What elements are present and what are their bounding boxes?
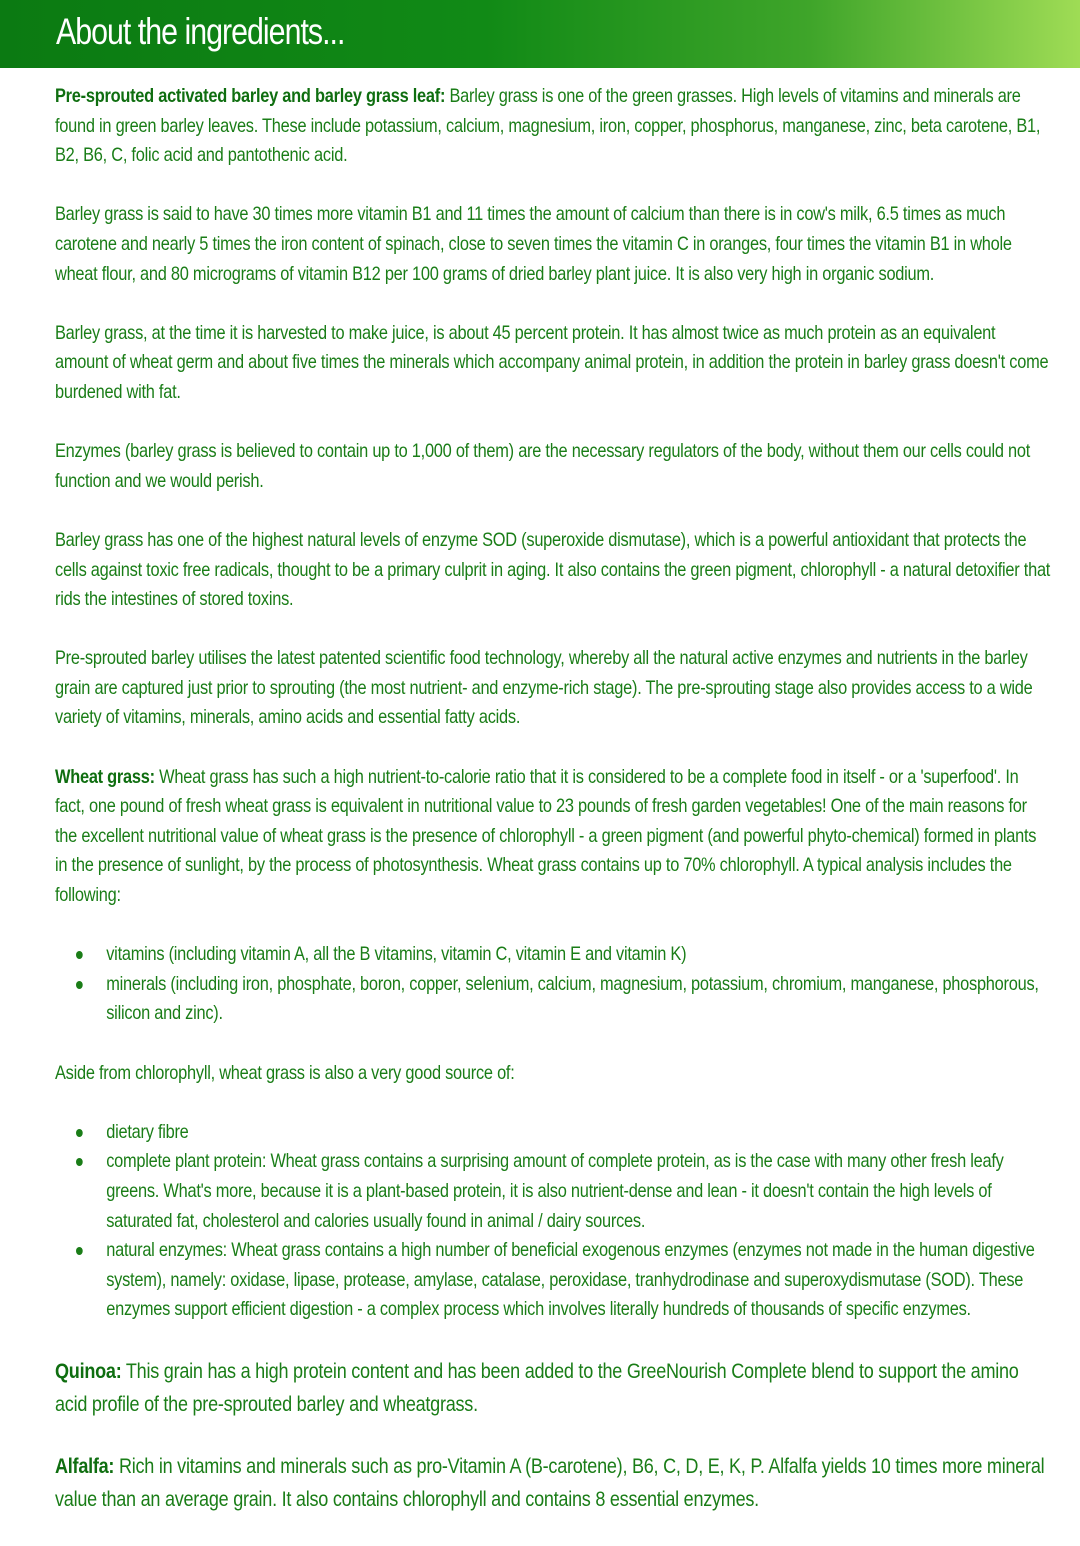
list-item [106,1236,1050,1325]
list-item [106,1118,1050,1148]
list-item-text: dietary fibre [106,1120,189,1143]
barley-paragraph-2: Barley grass is said to have 30 times more vitamin B1 and 11 times the amount of calcium than there is in cow's milk, 6.5 times as much carotene and nearly 5 times the iron content of spinach, close to seven times the vitamin C in oranges, four times the vitamin B1 in whole wheat flour, and 80 micrograms of vitamin B12 per 100 grams of dried barley plant juice. It is also very high in organic sodium. [55,203,1012,285]
list-item [106,1147,1050,1236]
barley-heading: Pre-sprouted activated barley and barley grass leaf: [55,85,446,107]
wheat-analysis-list [55,940,1050,1029]
barley-paragraph-4: Enzymes (barley grass is believed to contain up to 1,000 of them) are the necessary regulators of the body, without them our cells could not function and we would perish. [55,440,1031,492]
page-title: About the ingredients... [56,11,345,52]
ingredients-content [55,82,1050,1546]
wheat-text-1: Wheat grass has such a high nutrient-to-calorie ratio that it is considered to be a complete food in itself - or a 'superfood'. In fact, one pound of fresh wheat grass is equivalent in nutritional value to 23 pounds of fresh garden vegetables! One of the main reasons for the excellent nutritional value of wheat grass is the presence of chlorophyll - a green pigment (and powerful phyto-chemical) formed in plants in the presence of sunlight, by the process of photosynthesis. Wheat grass contains up to 70% chlorophyll. A typical analysis includes the following: [55,765,1037,907]
list-item [106,970,1050,1029]
list-item-text: complete plant protein: Wheat grass contains a surprising amount of complete protein, as is the case with many other fresh leafy greens. What's more, because it is a plant-based protein, it is also nutrient-dense and lean - it doesn't contain the high levels of saturated fat, cholesterol and calories usually found in animal / dairy sources. [106,1150,1004,1232]
bullet-icon [76,1129,83,1137]
bullet-icon [76,951,83,959]
alfalfa-text: Rich in vitamins and minerals such as pro-Vitamin A (B-carotene), B6, C, D, E, K, P. Alfalfa yields 10 times more mineral value than an average grain. It also contains chlorophyll and contains 8 essential enzymes. [55,1454,1045,1512]
wheat-paragraph-2: Aside from chlorophyll, wheat grass is also a very good source of: [55,1061,515,1084]
wheat-paragraph-1 [55,763,1050,911]
alfalfa-paragraph [55,1450,1050,1516]
quinoa-text: This grain has a high protein content and has been added to the GreeNourish Complete blend to support the amino acid profile of the pre-sprouted barley and wheatgrass. [55,1358,1019,1416]
barley-paragraph-1 [55,82,1050,171]
list-item-text: minerals (including iron, phosphate, boron, copper, selenium, calcium, magnesium, potassium, chromium, manganese, phosphorous, silicon and zinc). [106,972,1039,1025]
list-item [106,940,1050,970]
barley-paragraph-5: Barley grass has one of the highest natural levels of enzyme SOD (superoxide dismutase), which is a powerful antioxidant that protects the cells against toxic free radicals, thought to be a primary culprit in aging. It also contains the green pigment, chlorophyll - a natural detoxifier that rids the intestines of stored toxins. [55,528,1051,611]
wheat-heading: Wheat grass: [55,765,155,788]
bullet-icon [76,981,83,989]
wheat-source-list [55,1118,1050,1325]
bullet-icon [76,1158,83,1166]
barley-paragraph-6: Pre-sprouted barley utilises the latest patented scientific food technology, whereby all the natural active enzymes and nutrients in the barley grain are captured just prior to sprouting (the most nutrient- and enzyme-rich stage). The pre-sprouting stage also provides access to a wide variety of vitamins, minerals, amino acids and essential fatty acids. [55,647,1033,729]
header-banner [0,0,1080,68]
list-item-text: vitamins (including vitamin A, all the B vitamins, vitamin C, vitamin E and vitamin K) [106,943,687,966]
bullet-icon [76,1247,83,1255]
alfalfa-heading: Alfalfa: [55,1454,115,1479]
list-item-text: natural enzymes: Wheat grass contains a high number of beneficial exogenous enzymes (enzymes not made in the human digestive system), namely: oxidase, lipase, protease, amylase, catalase, peroxidase, tranhydrodinase and superoxydismutase (SOD). These enzymes support efficient digestion - a complex process which involves literally hundreds of thousands of specific enzymes. [106,1239,1035,1321]
quinoa-paragraph [55,1355,1050,1421]
barley-paragraph-3: Barley grass, at the time it is harvested to make juice, is about 45 percent protein. It has almost twice as much protein as an equivalent amount of wheat germ and about five times the minerals which accompany animal protein, in addition the protein in barley grass doesn't come burdened with fat. [55,321,1049,403]
quinoa-heading: Quinoa: [55,1358,122,1383]
barley-text-1: Barley grass is one of the green grasses. High levels of vitamins and minerals are found in green barley leaves. These include potassium, calcium, magnesium, iron, copper, phosphorus, manganese, zinc, beta carotene, B1, B2, B6, C, folic acid and pantothenic acid. [55,85,1041,167]
